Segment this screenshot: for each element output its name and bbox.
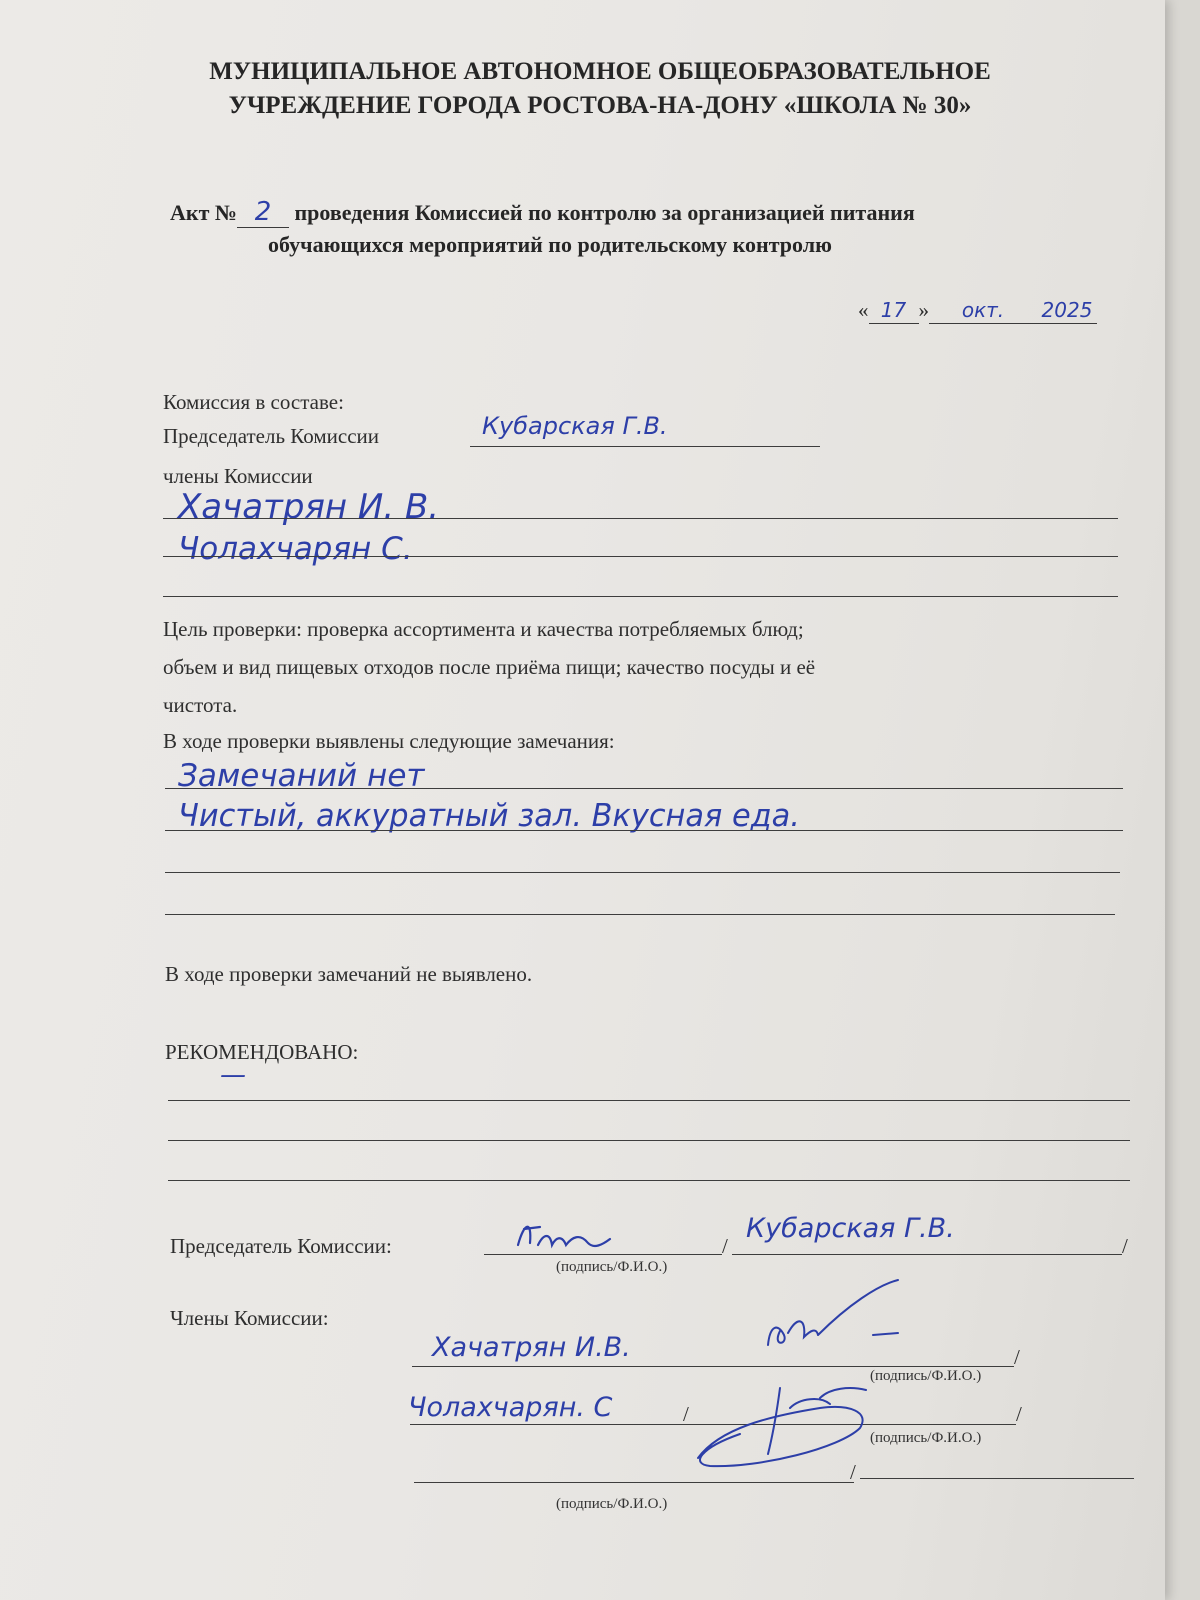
goal-line-2: объем и вид пищевых отходов после приёма пищи; качество посуды и её <box>163 655 816 679</box>
chair-name-sign-line <box>732 1254 1122 1255</box>
date-day-field <box>869 298 919 324</box>
goal-line-1: Цель проверки: проверка ассортимента и качества потребляемых блюд; <box>163 617 804 641</box>
date-close-quote: » <box>918 298 929 322</box>
act-prefix: Акт № <box>170 200 237 225</box>
member-3-sign-line-a <box>414 1482 854 1483</box>
findings-line-4 <box>165 914 1115 915</box>
date-month: окт. <box>961 298 1005 322</box>
header-line-1: МУНИЦИПАЛЬНОЕ АВТОНОМНОЕ ОБЩЕОБРАЗОВАТЕЛЬНОЕ <box>209 58 991 85</box>
commission-heading: Комиссия в составе: <box>163 390 344 414</box>
member-line-2 <box>163 556 1118 557</box>
chair-name-line <box>470 446 820 447</box>
member-1-sign-name: Хачатрян И.В. <box>432 1332 631 1363</box>
recommended-label: РЕКОМЕНДОВАНО: <box>165 1040 359 1064</box>
date-year: 2025 <box>1041 298 1093 322</box>
member-3-sign-line-b <box>860 1478 1134 1479</box>
no-findings-text: В ходе проверки замечаний не выявлено. <box>165 962 533 986</box>
act-number: 2 <box>254 197 272 227</box>
act-title-line-2: обучающихся мероприятий по родительскому контролю <box>268 232 832 257</box>
chair-name-sign: Кубарская Г.В. <box>746 1213 955 1244</box>
sign-members-label: Члены Комиссии: <box>170 1306 329 1330</box>
chair-sign-caption: (подпись/Ф.И.О.) <box>556 1259 668 1275</box>
member-1-slash: / <box>1014 1345 1020 1369</box>
member-2-sign-name: Чолахчарян. С <box>408 1392 613 1423</box>
members-label: члены Комиссии <box>163 464 313 488</box>
findings-line-1 <box>165 788 1123 789</box>
date-month-field <box>929 298 1037 324</box>
act-date <box>858 298 1097 324</box>
member-1-sign-line <box>412 1366 1014 1367</box>
act-title-line-1 <box>170 197 915 228</box>
member-line-3 <box>163 596 1118 597</box>
recommended-line-1 <box>168 1100 1130 1101</box>
member-2-slash-1: / <box>683 1402 689 1426</box>
chair-signature <box>510 1215 620 1265</box>
findings-handwritten-1: Замечаний нет <box>178 758 425 794</box>
date-year-field <box>1037 298 1097 324</box>
member-2-sign-caption: (подпись/Ф.И.О.) <box>870 1430 982 1446</box>
date-open-quote: « <box>858 298 869 322</box>
recommended-line-3 <box>168 1180 1130 1181</box>
date-day: 17 <box>880 298 907 322</box>
chair-label: Председатель Комиссии <box>163 424 379 448</box>
findings-handwritten-2: Чистый, аккуратный зал. Вкусная еда. <box>178 798 800 834</box>
recommended-line-2 <box>168 1140 1130 1141</box>
school-header <box>120 55 1080 123</box>
chair-name-handwritten: Кубарская Г.В. <box>482 412 668 440</box>
goal-line-3: чистота. <box>163 693 238 717</box>
member-2-slash-2: / <box>1016 1402 1022 1426</box>
act-title-part-1: проведения Комиссией по контролю за организацией питания <box>294 200 915 225</box>
member-3-sign-caption: (подпись/Ф.И.О.) <box>556 1496 668 1512</box>
member-1-signature <box>758 1275 908 1370</box>
member-3-slash: / <box>850 1460 856 1484</box>
recommended-handwritten: — <box>220 1060 246 1090</box>
sign-chair-label: Председатель Комиссии: <box>170 1234 392 1258</box>
findings-line-3 <box>165 872 1120 873</box>
header-line-2: УЧРЕЖДЕНИЕ ГОРОДА РОСТОВА-НА-ДОНУ «ШКОЛА № 30» <box>228 92 972 119</box>
chair-slash-2: / <box>1122 1234 1128 1258</box>
findings-line-2 <box>165 830 1123 831</box>
findings-label: В ходе проверки выявлены следующие замечания: <box>163 729 615 753</box>
chair-slash-1: / <box>722 1234 728 1258</box>
act-number-field <box>237 197 289 228</box>
member-line-1 <box>163 518 1118 519</box>
member-2-handwritten: Чолахчарян С. <box>178 531 413 567</box>
member-1-sign-caption: (подпись/Ф.И.О.) <box>870 1368 982 1384</box>
member-1-handwritten: Хачатрян И. В. <box>178 487 440 527</box>
